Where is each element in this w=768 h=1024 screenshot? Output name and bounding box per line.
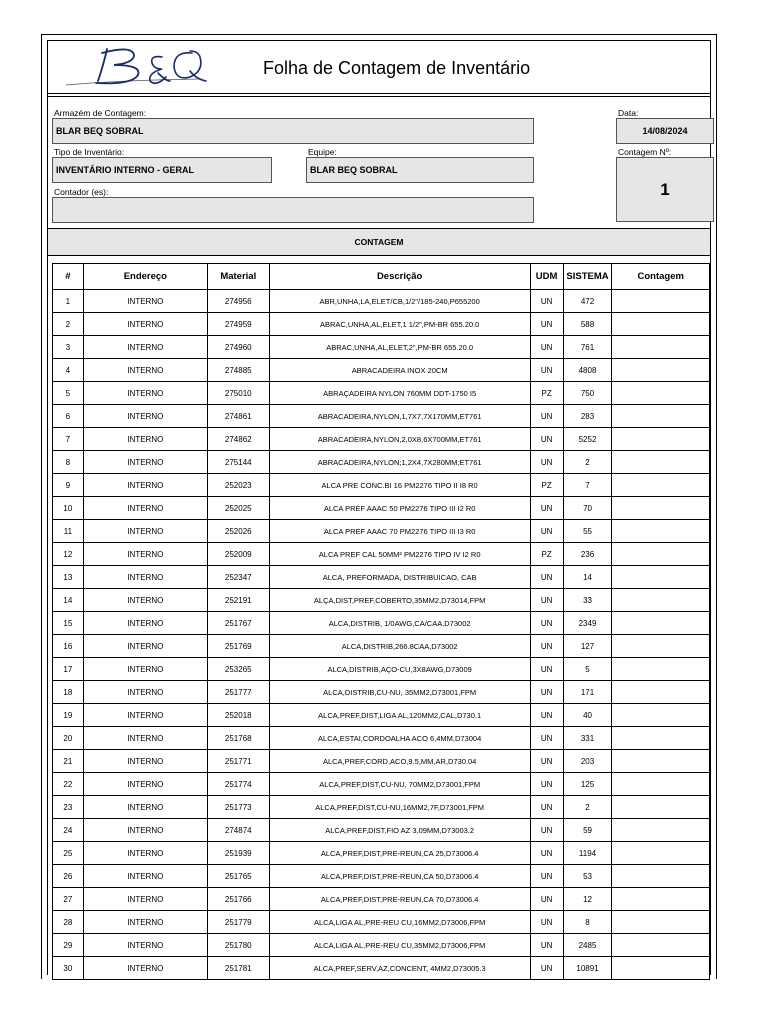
contagem-input-cell[interactable] <box>612 612 710 635</box>
endereco-cell: INTERNO <box>83 911 207 934</box>
row-number: 5 <box>53 382 84 405</box>
row-number: 15 <box>53 612 84 635</box>
contagem-input-cell[interactable] <box>612 313 710 336</box>
descricao-cell: ABRAÇADEIRA NYLON 760MM DDT-1750 I5 <box>269 382 530 405</box>
udm-cell: UN <box>530 934 563 957</box>
endereco-cell: INTERNO <box>83 589 207 612</box>
descricao-cell: ALCA,LIGA AL,PRE-REU CU,35MM2,D73006,FPM <box>269 934 530 957</box>
endereco-cell: INTERNO <box>83 635 207 658</box>
contagem-input-cell[interactable] <box>612 658 710 681</box>
contagem-input-cell[interactable] <box>612 336 710 359</box>
table-row <box>53 658 710 681</box>
udm-cell: UN <box>530 796 563 819</box>
udm-cell: PZ <box>530 543 563 566</box>
endereco-cell: INTERNO <box>83 405 207 428</box>
table-row <box>53 888 710 911</box>
material-cell: 251939 <box>207 842 269 865</box>
row-number: 14 <box>53 589 84 612</box>
udm-cell: UN <box>530 589 563 612</box>
endereco-cell: INTERNO <box>83 359 207 382</box>
armazem-field[interactable]: BLAR BEQ SOBRAL <box>52 118 534 144</box>
endereco-cell: INTERNO <box>83 934 207 957</box>
material-cell: 274956 <box>207 290 269 313</box>
descricao-cell: ALCA,PREF,DIST,PRE-REUN,CA 50,D73006.4 <box>269 865 530 888</box>
row-number: 10 <box>53 497 84 520</box>
udm-cell: UN <box>530 773 563 796</box>
udm-cell: UN <box>530 865 563 888</box>
material-cell: 274861 <box>207 405 269 428</box>
inventory-table <box>52 263 710 980</box>
udm-cell: UN <box>530 520 563 543</box>
descricao-cell: ABR,UNHA,LA,ELET/CB,1/2"/185-240,P655200 <box>269 290 530 313</box>
table-row <box>53 612 710 635</box>
udm-cell: UN <box>530 635 563 658</box>
sistema-cell: 125 <box>563 773 612 796</box>
descricao-cell: ABRAC,UNHA,AL,ELET,2",PM-BR 655.20.0 <box>269 336 530 359</box>
sheet-inner-frame <box>47 40 711 975</box>
sistema-cell: 12 <box>563 888 612 911</box>
descricao-cell: ALCA,PREF,SERV,AZ,CONCENT, 4MM2,D73005.3 <box>269 957 530 980</box>
udm-cell: UN <box>530 658 563 681</box>
material-cell: 252191 <box>207 589 269 612</box>
descricao-cell: ALCA,ESTAI,CORDOALHA ACO 6,4MM,D73004 <box>269 727 530 750</box>
contagem-input-cell[interactable] <box>612 543 710 566</box>
row-number: 13 <box>53 566 84 589</box>
udm-cell: UN <box>530 819 563 842</box>
row-number: 24 <box>53 819 84 842</box>
table-row <box>53 704 710 727</box>
udm-cell: UN <box>530 888 563 911</box>
sistema-cell: 4808 <box>563 359 612 382</box>
contagem-input-cell[interactable] <box>612 428 710 451</box>
col-header-descricao: Descrição <box>269 264 530 290</box>
endereco-cell: INTERNO <box>83 888 207 911</box>
table-row <box>53 543 710 566</box>
descricao-cell: ALCA, PREFORMADA, DISTRIBUICAO, CAB <box>269 566 530 589</box>
descricao-cell: ALCA,PREF,DIST,CU-NU,16MM2,7F,D73001,FPM <box>269 796 530 819</box>
row-number: 17 <box>53 658 84 681</box>
sistema-cell: 59 <box>563 819 612 842</box>
endereco-cell: INTERNO <box>83 612 207 635</box>
material-cell: 251768 <box>207 727 269 750</box>
material-cell: 274862 <box>207 428 269 451</box>
contagem-input-cell[interactable] <box>612 750 710 773</box>
endereco-cell: INTERNO <box>83 290 207 313</box>
sistema-cell: 2485 <box>563 934 612 957</box>
descricao-cell: ALCA PREF AAAC 50 PM2276 TIPO III I2 R0 <box>269 497 530 520</box>
col-header-sistema: SISTEMA <box>563 264 612 290</box>
endereco-cell: INTERNO <box>83 497 207 520</box>
udm-cell: UN <box>530 750 563 773</box>
header-divider-bottom <box>48 96 710 97</box>
row-number: 9 <box>53 474 84 497</box>
sistema-cell: 7 <box>563 474 612 497</box>
sistema-cell: 8 <box>563 911 612 934</box>
udm-cell: UN <box>530 681 563 704</box>
descricao-cell: ALCA,DISTRIB,AÇO-CU,3X8AWG,D73009 <box>269 658 530 681</box>
udm-cell: PZ <box>530 382 563 405</box>
material-cell: 252009 <box>207 543 269 566</box>
contagem-input-cell[interactable] <box>612 819 710 842</box>
contagem-input-cell[interactable] <box>612 635 710 658</box>
table-row <box>53 382 710 405</box>
row-number: 27 <box>53 888 84 911</box>
contagem-input-cell[interactable] <box>612 934 710 957</box>
material-cell: 253265 <box>207 658 269 681</box>
contagem-input-cell[interactable] <box>612 704 710 727</box>
material-cell: 251765 <box>207 865 269 888</box>
sistema-cell: 40 <box>563 704 612 727</box>
descricao-cell: ABRACADEIRA,NYLON;1,2X4,7X280MM;ET761 <box>269 451 530 474</box>
contagem-numero-field[interactable]: 1 <box>616 157 714 222</box>
contagem-input-cell[interactable] <box>612 589 710 612</box>
section-title-contagem: CONTAGEM <box>48 228 710 256</box>
col-header-material: Material <box>207 264 269 290</box>
sistema-cell: 1194 <box>563 842 612 865</box>
table-row <box>53 957 710 980</box>
material-cell: 274959 <box>207 313 269 336</box>
contagem-input-cell[interactable] <box>612 566 710 589</box>
descricao-cell: ABRAC,UNHA,AL,ELET,1 1/2",PM-BR 655.20.0 <box>269 313 530 336</box>
descricao-cell: ALCA,DISTRIB,266.8CAA,D73002 <box>269 635 530 658</box>
contagem-input-cell[interactable] <box>612 842 710 865</box>
contagem-input-cell[interactable] <box>612 474 710 497</box>
material-cell: 275144 <box>207 451 269 474</box>
material-cell: 251767 <box>207 612 269 635</box>
endereco-cell: INTERNO <box>83 727 207 750</box>
sistema-cell: 14 <box>563 566 612 589</box>
sistema-cell: 2 <box>563 451 612 474</box>
sistema-cell: 203 <box>563 750 612 773</box>
sistema-cell: 472 <box>563 290 612 313</box>
armazem-label: Armazém de Contagem: <box>54 108 147 118</box>
material-cell: 251780 <box>207 934 269 957</box>
col-header-number: # <box>53 264 84 290</box>
sistema-cell: 2349 <box>563 612 612 635</box>
sistema-cell: 750 <box>563 382 612 405</box>
table-row <box>53 520 710 543</box>
table-row <box>53 474 710 497</box>
endereco-cell: INTERNO <box>83 336 207 359</box>
contagem-input-cell[interactable] <box>612 888 710 911</box>
udm-cell: UN <box>530 405 563 428</box>
descricao-cell: ALCA PRE CONC.BI 16 PM2276 TIPO II I8 R0 <box>269 474 530 497</box>
endereco-cell: INTERNO <box>83 566 207 589</box>
endereco-cell: INTERNO <box>83 796 207 819</box>
material-cell: 251771 <box>207 750 269 773</box>
endereco-cell: INTERNO <box>83 957 207 980</box>
endereco-cell: INTERNO <box>83 773 207 796</box>
table-header-row <box>53 264 710 290</box>
row-number: 4 <box>53 359 84 382</box>
row-number: 7 <box>53 428 84 451</box>
udm-cell: PZ <box>530 474 563 497</box>
contagem-input-cell[interactable] <box>612 681 710 704</box>
contagem-input-cell[interactable] <box>612 773 710 796</box>
equipe-field[interactable]: BLAR BEQ SOBRAL <box>306 157 534 183</box>
sistema-cell: 331 <box>563 727 612 750</box>
table-row <box>53 497 710 520</box>
row-number: 8 <box>53 451 84 474</box>
descricao-cell: ABRACADEIRA,NYLON,1,7X7,7X170MM,ET761 <box>269 405 530 428</box>
sistema-cell: 761 <box>563 336 612 359</box>
material-cell: 251769 <box>207 635 269 658</box>
endereco-cell: INTERNO <box>83 382 207 405</box>
udm-cell: UN <box>530 336 563 359</box>
table-row <box>53 865 710 888</box>
contagem-input-cell[interactable] <box>612 451 710 474</box>
inventory-sheet <box>41 34 717 979</box>
material-cell: 252023 <box>207 474 269 497</box>
material-cell: 275010 <box>207 382 269 405</box>
endereco-cell: INTERNO <box>83 474 207 497</box>
contagem-input-cell[interactable] <box>612 911 710 934</box>
header-divider-top <box>48 93 710 94</box>
udm-cell: UN <box>530 497 563 520</box>
table-row <box>53 451 710 474</box>
row-number: 30 <box>53 957 84 980</box>
table-row <box>53 635 710 658</box>
row-number: 23 <box>53 796 84 819</box>
descricao-cell: ALCA,PREF,DIST,FIO AZ 3,09MM,D73003.2 <box>269 819 530 842</box>
table-row <box>53 290 710 313</box>
sistema-cell: 127 <box>563 635 612 658</box>
udm-cell: UN <box>530 313 563 336</box>
table-row <box>53 934 710 957</box>
contagem-input-cell[interactable] <box>612 382 710 405</box>
sistema-cell: 70 <box>563 497 612 520</box>
contagem-input-cell[interactable] <box>612 497 710 520</box>
equipe-label: Equipe: <box>308 147 337 157</box>
sistema-cell: 53 <box>563 865 612 888</box>
row-number: 21 <box>53 750 84 773</box>
table-row <box>53 313 710 336</box>
sistema-cell: 55 <box>563 520 612 543</box>
table-row <box>53 796 710 819</box>
tipo-inventario-field[interactable]: INVENTÁRIO INTERNO - GERAL <box>52 157 272 183</box>
endereco-cell: INTERNO <box>83 819 207 842</box>
endereco-cell: INTERNO <box>83 658 207 681</box>
endereco-cell: INTERNO <box>83 681 207 704</box>
endereco-cell: INTERNO <box>83 451 207 474</box>
udm-cell: UN <box>530 911 563 934</box>
descricao-cell: ALCA,PREF,DIST,CU-NU, 70MM2,D73001,FPM <box>269 773 530 796</box>
page-title: Folha de Contagem de Inventário <box>263 58 531 78</box>
row-number: 25 <box>53 842 84 865</box>
row-number: 19 <box>53 704 84 727</box>
material-cell: 252347 <box>207 566 269 589</box>
table-row <box>53 750 710 773</box>
sistema-cell: 10891 <box>563 957 612 980</box>
material-cell: 274885 <box>207 359 269 382</box>
material-cell: 252026 <box>207 520 269 543</box>
udm-cell: UN <box>530 704 563 727</box>
row-number: 11 <box>53 520 84 543</box>
material-cell: 251777 <box>207 681 269 704</box>
contagem-input-cell[interactable] <box>612 290 710 313</box>
sistema-cell: 236 <box>563 543 612 566</box>
col-header-udm: UDM <box>530 264 563 290</box>
table-row <box>53 566 710 589</box>
sistema-cell: 171 <box>563 681 612 704</box>
descricao-cell: ALÇA,DIST,PREF,COBERTO,35MM2,D73014,FPM <box>269 589 530 612</box>
endereco-cell: INTERNO <box>83 313 207 336</box>
sistema-cell: 5 <box>563 658 612 681</box>
col-header-contagem: Contagem <box>612 264 710 290</box>
table-row <box>53 405 710 428</box>
tipo-inventario-label: Tipo de Inventário: <box>54 147 125 157</box>
endereco-cell: INTERNO <box>83 428 207 451</box>
sistema-cell: 2 <box>563 796 612 819</box>
material-cell: 252025 <box>207 497 269 520</box>
descricao-cell: ALCA,DISTRIB, 1/0AWG,CA/CAA,D73002 <box>269 612 530 635</box>
sistema-cell: 33 <box>563 589 612 612</box>
endereco-cell: INTERNO <box>83 704 207 727</box>
material-cell: 274960 <box>207 336 269 359</box>
row-number: 29 <box>53 934 84 957</box>
descricao-cell: ALCA,DISTRIB,CU-NU, 35MM2,D73001,FPM <box>269 681 530 704</box>
table-row <box>53 842 710 865</box>
descricao-cell: ALCA PREF AAAC 70 PM2276 TIPO III I3 R0 <box>269 520 530 543</box>
udm-cell: UN <box>530 957 563 980</box>
endereco-cell: INTERNO <box>83 865 207 888</box>
udm-cell: UN <box>530 359 563 382</box>
bq-logo <box>62 43 212 91</box>
table-row <box>53 589 710 612</box>
table-row <box>53 681 710 704</box>
udm-cell: UN <box>530 451 563 474</box>
row-number: 18 <box>53 681 84 704</box>
table-row <box>53 727 710 750</box>
udm-cell: UN <box>530 566 563 589</box>
udm-cell: UN <box>530 612 563 635</box>
material-cell: 274874 <box>207 819 269 842</box>
data-field[interactable]: 14/08/2024 <box>616 118 714 144</box>
endereco-cell: INTERNO <box>83 750 207 773</box>
sistema-cell: 588 <box>563 313 612 336</box>
row-number: 22 <box>53 773 84 796</box>
material-cell: 252018 <box>207 704 269 727</box>
table-row <box>53 428 710 451</box>
descricao-cell: ALCA,PREF,DIST,PRE-REUN,CA 70,D73006.4 <box>269 888 530 911</box>
contagem-input-cell[interactable] <box>612 796 710 819</box>
contagem-numero-label: Contagem Nº: <box>618 147 672 157</box>
descricao-cell: ALCA,PREF,DIST,PRE-REUN,CA 25,D73006.4 <box>269 842 530 865</box>
row-number: 1 <box>53 290 84 313</box>
row-number: 2 <box>53 313 84 336</box>
row-number: 16 <box>53 635 84 658</box>
contador-label: Contador (es): <box>54 187 109 197</box>
udm-cell: UN <box>530 842 563 865</box>
endereco-cell: INTERNO <box>83 543 207 566</box>
table-row <box>53 911 710 934</box>
material-cell: 251781 <box>207 957 269 980</box>
row-number: 28 <box>53 911 84 934</box>
row-number: 12 <box>53 543 84 566</box>
material-cell: 251774 <box>207 773 269 796</box>
row-number: 6 <box>53 405 84 428</box>
contagem-input-cell[interactable] <box>612 359 710 382</box>
contagem-input-cell[interactable] <box>612 520 710 543</box>
descricao-cell: ALCA,LIGA AL,PRE-REU CU,16MM2,D73006,FPM <box>269 911 530 934</box>
contagem-input-cell[interactable] <box>612 727 710 750</box>
material-cell: 251773 <box>207 796 269 819</box>
row-number: 26 <box>53 865 84 888</box>
descricao-cell: ALCA PREF CAL 50MM² PM2276 TIPO IV I2 R0 <box>269 543 530 566</box>
material-cell: 251779 <box>207 911 269 934</box>
contagem-input-cell[interactable] <box>612 405 710 428</box>
endereco-cell: INTERNO <box>83 520 207 543</box>
contagem-input-cell[interactable] <box>612 865 710 888</box>
contagem-input-cell[interactable] <box>612 957 710 980</box>
endereco-cell: INTERNO <box>83 842 207 865</box>
udm-cell: UN <box>530 428 563 451</box>
descricao-cell: ABRACADEIRA,NYLON,2,0X8,6X700MM,ET761 <box>269 428 530 451</box>
descricao-cell: ABRACADEIRA INOX 20CM <box>269 359 530 382</box>
udm-cell: UN <box>530 727 563 750</box>
contador-field[interactable] <box>52 197 534 223</box>
table-row <box>53 773 710 796</box>
data-label: Data: <box>618 108 639 118</box>
row-number: 20 <box>53 727 84 750</box>
descricao-cell: ALCA,PREF,CORD,ACO,9.5,MM,AR,D730.04 <box>269 750 530 773</box>
descricao-cell: ALCA,PREF,DIST,LIGA AL,120MM2,CAL,D730.1 <box>269 704 530 727</box>
row-number: 3 <box>53 336 84 359</box>
material-cell: 251766 <box>207 888 269 911</box>
udm-cell: UN <box>530 290 563 313</box>
sistema-cell: 283 <box>563 405 612 428</box>
sistema-cell: 5252 <box>563 428 612 451</box>
col-header-endereco: Endereço <box>83 264 207 290</box>
table-row <box>53 336 710 359</box>
table-row <box>53 819 710 842</box>
table-row <box>53 359 710 382</box>
